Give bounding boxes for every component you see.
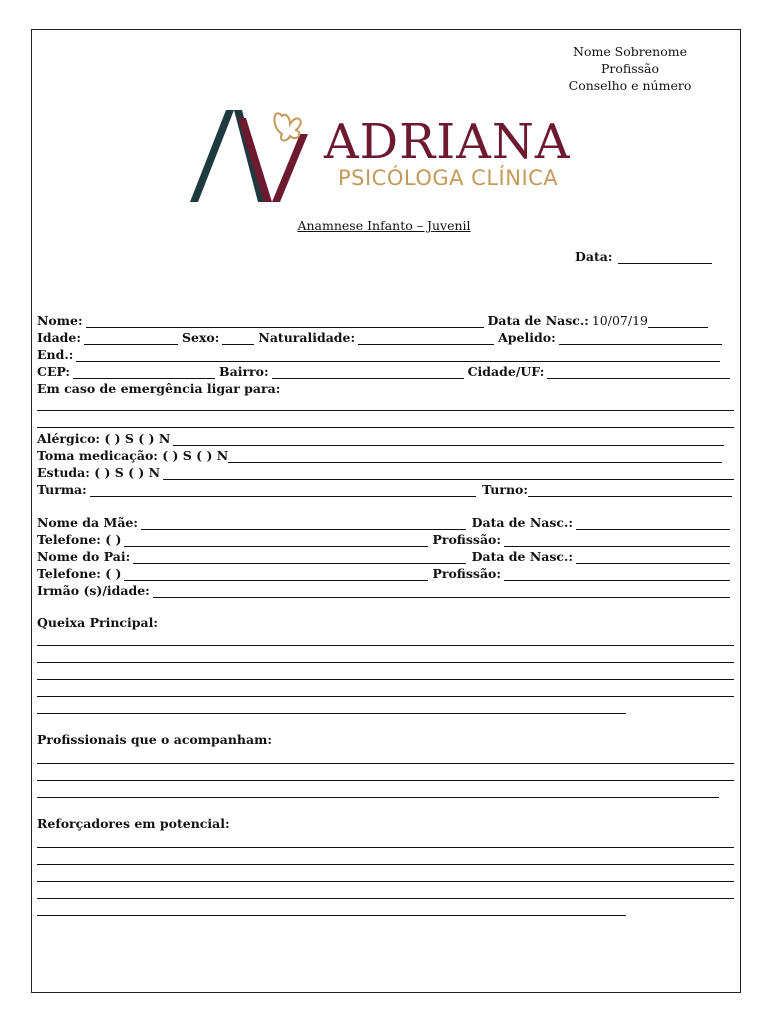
section-queixa: Queixa Principal: [37,615,158,630]
label-profissao-1: Profissão: [432,532,501,547]
input-turma[interactable] [90,484,476,497]
label-profissao-2: Profissão: [432,566,501,581]
input-estuda[interactable] [163,467,734,480]
input-idade[interactable] [84,332,178,345]
label-idade: Idade: [37,330,81,345]
input-queixa-line-2[interactable] [37,662,734,663]
input-data-nasc[interactable] [648,315,708,328]
input-end[interactable] [76,349,720,362]
row-nome-mae [37,514,734,530]
label-turma: Turma: [37,482,87,497]
row-telefone-1 [37,531,734,547]
label-nome: Nome: [37,313,83,328]
row-nome-pai [37,548,734,564]
document-title: Anamnese Infanto – Juvenil [297,218,471,233]
input-apelido[interactable] [559,332,722,345]
input-queixa-line-1[interactable] [37,645,734,646]
input-reforcadores-line-1[interactable] [37,847,734,848]
input-medicacao[interactable] [228,450,722,463]
row-telefone-2 [37,565,734,581]
input-queixa-line-4[interactable] [37,696,734,697]
label-data-nasc-pai: Data de Nasc.: [471,549,573,564]
input-telefone-2[interactable] [124,568,428,581]
row-emergencia [37,380,734,396]
input-profissao-2[interactable] [504,568,730,581]
input-profissionais-line-3[interactable] [37,797,719,798]
label-telefone-1: Telefone: ( ) [37,532,122,547]
row-alergico [37,430,734,446]
row-idade [37,329,734,345]
input-queixa-line-3[interactable] [37,679,734,680]
label-bairro: Bairro: [219,364,269,379]
row-estuda [37,464,734,480]
brand-logo [186,104,596,208]
label-cidade: Cidade/UF: [467,364,545,379]
section-profissionais: Profissionais que o acompanham: [37,732,272,747]
label-cep: CEP: [37,364,71,379]
input-emergencia-line-1[interactable] [37,410,734,411]
label-irmaos: Irmão (s)/idade: [37,583,150,598]
input-reforcadores-line-4[interactable] [37,898,734,899]
date-field[interactable] [575,249,712,264]
label-nome-mae: Nome da Mãe: [37,515,138,530]
date-line[interactable] [618,251,712,264]
input-reforcadores-line-3[interactable] [37,881,734,882]
label-alergico: Alérgico: ( ) S ( ) N [37,431,171,446]
input-cep[interactable] [73,366,215,379]
label-nome-pai: Nome do Pai: [37,549,131,564]
input-queixa-line-5[interactable] [37,713,626,714]
professional-council: Conselho e número [568,78,692,93]
row-medicacao [37,447,734,463]
date-label: Data: [575,249,613,264]
row-end [37,346,734,362]
input-irmaos[interactable] [153,585,730,598]
label-data-nasc-mae: Data de Nasc.: [471,515,573,530]
row-turma [37,481,734,497]
input-cidade[interactable] [547,366,730,379]
input-data-nasc-mae[interactable] [576,517,730,530]
input-naturalidade[interactable] [358,332,494,345]
input-alergico[interactable] [173,433,724,446]
label-medicacao: Toma medicação: ( ) S ( ) N [37,448,229,463]
input-nome[interactable] [86,315,484,328]
brand-subtitle: PSICÓLOGA CLÍNICA [338,166,559,190]
row-nome [37,312,734,328]
input-reforcadores-line-2[interactable] [37,864,734,865]
input-reforcadores-line-5[interactable] [37,915,626,916]
input-bairro[interactable] [272,366,464,379]
professional-profession: Profissão [600,61,660,76]
label-emergencia: Em caso de emergência ligar para: [37,381,281,396]
input-profissionais-line-1[interactable] [37,763,734,764]
brand-name: ADRIANA [324,114,571,170]
professional-name: Nome Sobrenome [573,44,687,59]
value-data-nasc: 10/07/19 [591,313,648,328]
input-nome-pai[interactable] [133,551,465,564]
label-end: End.: [37,347,74,362]
input-emergencia-line-2[interactable] [37,427,734,428]
row-irmaos [37,582,734,598]
input-data-nasc-pai[interactable] [576,551,730,564]
input-telefone-1[interactable] [124,534,428,547]
logo-mark-icon [186,104,326,208]
label-sexo: Sexo: [182,330,220,345]
label-estuda: Estuda: ( ) S ( ) N [37,465,161,480]
label-apelido: Apelido: [498,330,556,345]
section-reforcadores: Reforçadores em potencial: [37,816,230,831]
input-turno[interactable] [528,484,732,497]
input-profissionais-line-2[interactable] [37,780,734,781]
professional-info [560,43,700,94]
label-telefone-2: Telefone: ( ) [37,566,122,581]
label-data-nasc: Data de Nasc.: [487,313,589,328]
input-sexo[interactable] [222,332,254,345]
label-naturalidade: Naturalidade: [258,330,356,345]
input-profissao-1[interactable] [504,534,730,547]
row-cep [37,363,734,379]
label-turno: Turno: [482,482,528,497]
input-nome-mae[interactable] [141,517,466,530]
